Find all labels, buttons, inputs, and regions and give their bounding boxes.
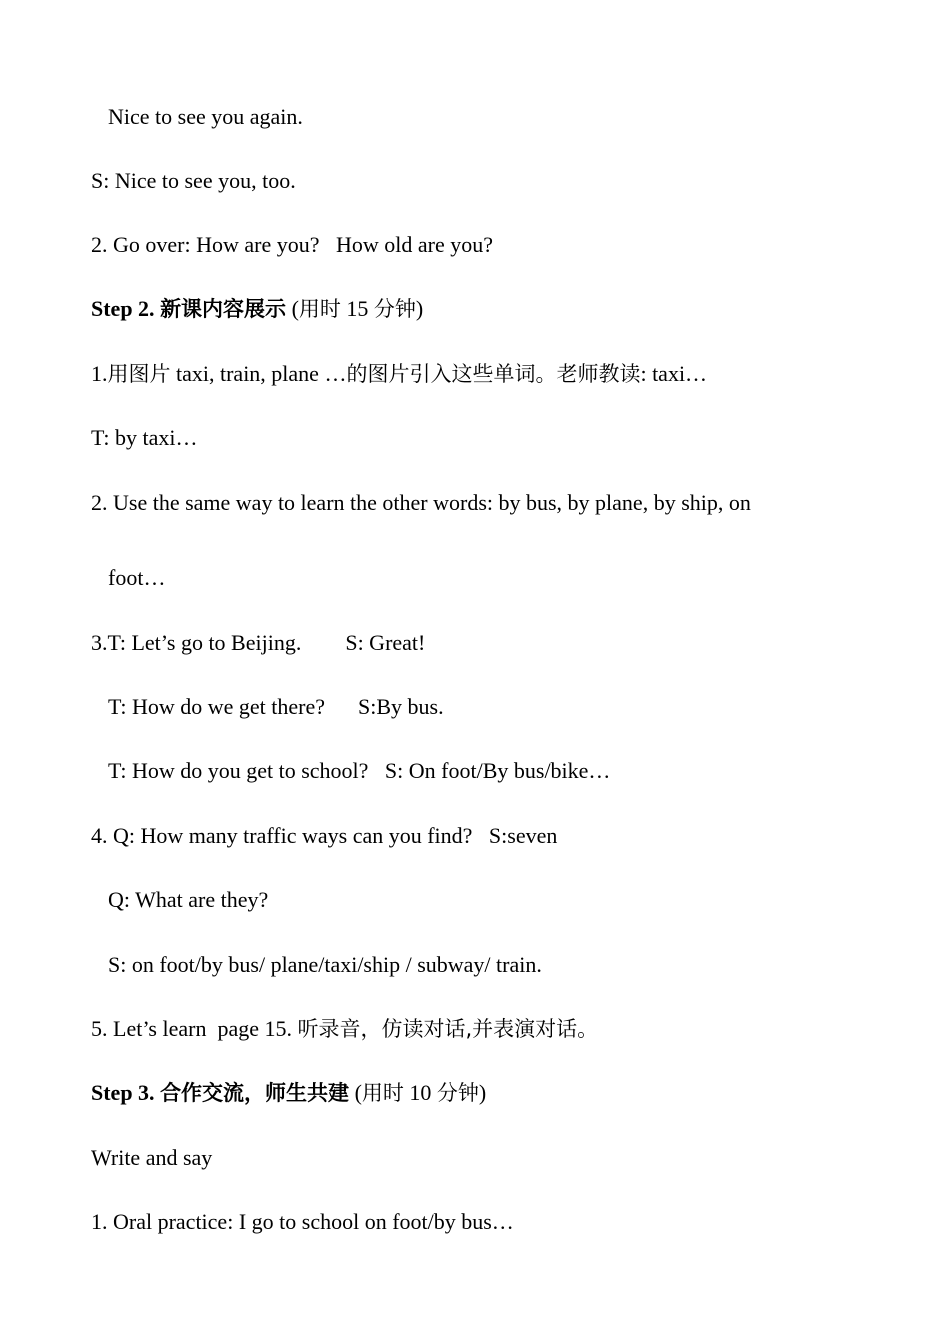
- text-segment: 1.: [91, 361, 108, 386]
- text-line: 1. Oral practice: I go to school on foot/by bus…: [91, 1209, 514, 1234]
- step-label: Step 2.: [91, 296, 161, 321]
- step-2-heading: [91, 294, 423, 324]
- paren-close: ): [415, 296, 424, 321]
- text-line: S: Nice to see you, too.: [91, 168, 296, 193]
- paren-close: ): [478, 1080, 487, 1105]
- minutes-value: 10: [403, 1080, 437, 1105]
- minutes-unit: 分钟: [373, 297, 416, 321]
- step-3-heading: [91, 1078, 486, 1108]
- text-line: Nice to see you again.: [108, 104, 303, 129]
- text-line: 2. Use the same way to learn the other words: by bus, by plane, by ship, on: [91, 490, 751, 515]
- step-title: 合作交流，师生共建: [160, 1081, 350, 1105]
- text-line: Q: What are they?: [108, 887, 269, 912]
- text-segment: 用图片: [107, 362, 171, 386]
- time-label: 用时: [361, 1081, 404, 1105]
- text-line: T: How do we get there? S:By bus.: [108, 694, 444, 719]
- time-label: 用时: [298, 297, 341, 321]
- text-line: T: by taxi…: [91, 425, 198, 450]
- paren-open: (: [349, 1080, 362, 1105]
- text-line: S: on foot/by bus/ plane/taxi/ship / subway/ train.: [108, 952, 542, 977]
- step-label: Step 3.: [91, 1080, 161, 1105]
- text-segment: 的图片引入这些单词。老师教读: [346, 362, 641, 386]
- paren-open: (: [286, 296, 299, 321]
- text-line: 2. Go over: How are you? How old are you?: [91, 232, 493, 257]
- text-line: 3.T: Let’s go to Beijing. S: Great!: [91, 630, 426, 655]
- text-line: [91, 1014, 598, 1044]
- text-segment: : taxi…: [640, 361, 708, 386]
- text-line: [91, 359, 707, 389]
- text-line: foot…: [108, 565, 166, 590]
- step-title: 新课内容展示: [160, 297, 287, 321]
- text-segment: 听录音，仿读对话,并表演对话。: [297, 1017, 599, 1041]
- text-line: 4. Q: How many traffic ways can you find? S:seven: [91, 823, 558, 848]
- minutes-value: 15: [340, 296, 374, 321]
- text-line: T: How do you get to school? S: On foot/By bus/bike…: [108, 758, 611, 783]
- text-line: Write and say: [91, 1145, 213, 1170]
- text-segment: taxi, train, plane …: [170, 361, 347, 386]
- text-segment: 5. Let’s learn page 15.: [91, 1016, 298, 1041]
- minutes-unit: 分钟: [436, 1081, 479, 1105]
